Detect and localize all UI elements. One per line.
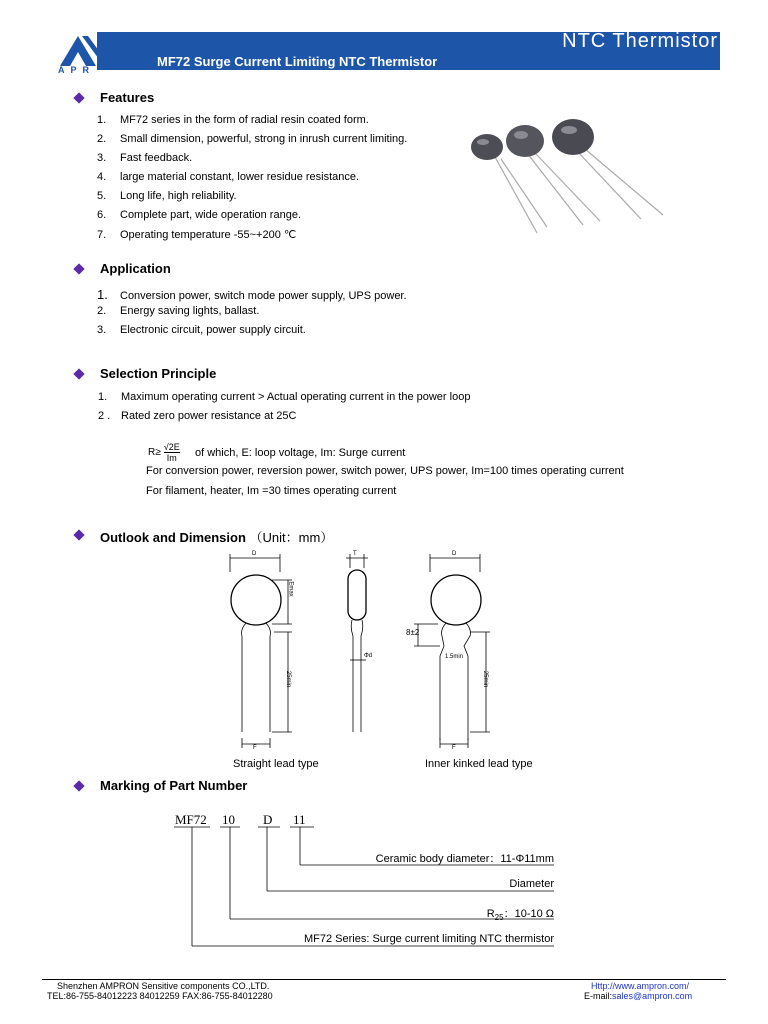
formula-note: of which, E: loop voltage, Im: Surge current — [195, 447, 406, 459]
features-bullet-icon — [73, 92, 84, 103]
feature-item: 3. Fast feedback. — [97, 152, 193, 164]
caption-straight-lead: Straight lead type — [233, 758, 319, 770]
feature-item: 2. Small dimension, powerful, strong in inrush current limiting. — [97, 133, 408, 145]
dim-label-d2: D — [452, 551, 457, 557]
formula: R≥ $\frac{√2E}{Im}$ — [148, 442, 180, 463]
logo-text: APR — [58, 65, 96, 75]
outlook-bullet-icon — [73, 529, 84, 540]
part-code-11: 11 — [293, 812, 306, 827]
feature-item: 5. Long life, high reliability. — [97, 190, 237, 202]
feature-item: 1. MF72 series in the form of radial resin coated form. — [97, 114, 369, 126]
application-item: 3. Electronic circuit, power supply circuit. — [97, 324, 306, 336]
dim-label-t: T — [353, 551, 357, 557]
brand-title: NTC Thermistor — [562, 30, 718, 52]
marking-desc-1: Ceramic body diameter：11-Φ11mm — [375, 853, 554, 865]
footer-company: Shenzhen AMPRON Sensitive components CO.,LTD. — [57, 981, 270, 991]
dim-label-f1: F — [253, 745, 257, 751]
marking-bullet-icon — [73, 780, 84, 791]
application-item: 1. Conversion power, switch mode power supply, UPS power. — [97, 287, 407, 302]
caption-inner-kinked: Inner kinked lead type — [425, 758, 533, 770]
dim-label-f2: F — [452, 745, 456, 751]
selection-bullet-icon — [73, 368, 84, 379]
footer-divider — [42, 979, 726, 980]
dim-label-8pm2: 8±2 — [406, 628, 420, 637]
selection-line-2: For filament, heater, Im =30 times operating current — [146, 485, 397, 497]
dim-label-d1: D — [252, 551, 257, 557]
selection-heading: Selection Principle — [100, 366, 217, 381]
feature-item: 4. large material constant, lower residue resistance. — [97, 171, 360, 183]
footer-website-link[interactable]: Http://www.ampron.com/ — [591, 981, 690, 991]
part-code-10: 10 — [222, 812, 235, 827]
feature-item: 6. Complete part, wide operation range. — [97, 209, 301, 221]
part-code-d: D — [263, 812, 273, 827]
side-view-drawing — [338, 550, 378, 750]
page-title: MF72 Surge Current Limiting NTC Thermistor — [157, 54, 438, 69]
footer-contact: TEL:86-755-84012223 84012259 FAX:86-755-84012280 — [47, 991, 273, 1001]
footer-email-link[interactable]: sales@ampron.com — [612, 991, 693, 1001]
application-heading: Application — [100, 261, 171, 276]
marking-desc-3: $R_{25}$：10-10 Ω — [486, 908, 554, 923]
marking-desc-2: Diameter — [509, 878, 554, 890]
application-bullet-icon — [73, 263, 84, 274]
apr-logo-icon — [58, 34, 114, 68]
dim-label-1-5min: 1.5min — [445, 654, 464, 660]
thermistor-product-image — [465, 115, 680, 245]
dim-label-phid: Φd — [364, 653, 373, 659]
marking-leader-lines — [170, 820, 560, 950]
dim-label-25min-b: 25min — [482, 670, 489, 688]
dim-label-emax: Emax — [287, 581, 294, 597]
features-heading: Features — [100, 90, 155, 105]
application-item: 2. Energy saving lights, ballast. — [97, 305, 260, 317]
footer-email: E-mail:sales@ampron.com — [584, 991, 693, 1001]
selection-item: 2 . Rated zero power resistance at 25C — [98, 410, 297, 422]
marking-heading: Marking of Part Number — [100, 778, 248, 793]
marking-desc-4: MF72 Series: Surge current limiting NTC thermistor — [303, 933, 554, 945]
part-code-mf72: MF72 — [175, 812, 207, 827]
selection-item: 1. Maximum operating current > Actual operating current in the power loop — [98, 391, 471, 403]
dim-label-25min-a: 25min — [285, 670, 292, 688]
outlook-heading: Outlook and Dimension （Unit：mm） — [100, 530, 334, 545]
feature-item: 7. Operating temperature -55~+200 ℃ — [97, 229, 297, 241]
selection-line-1: For conversion power, reversion power, switch power, UPS power, Im=100 times operating current — [146, 465, 624, 477]
